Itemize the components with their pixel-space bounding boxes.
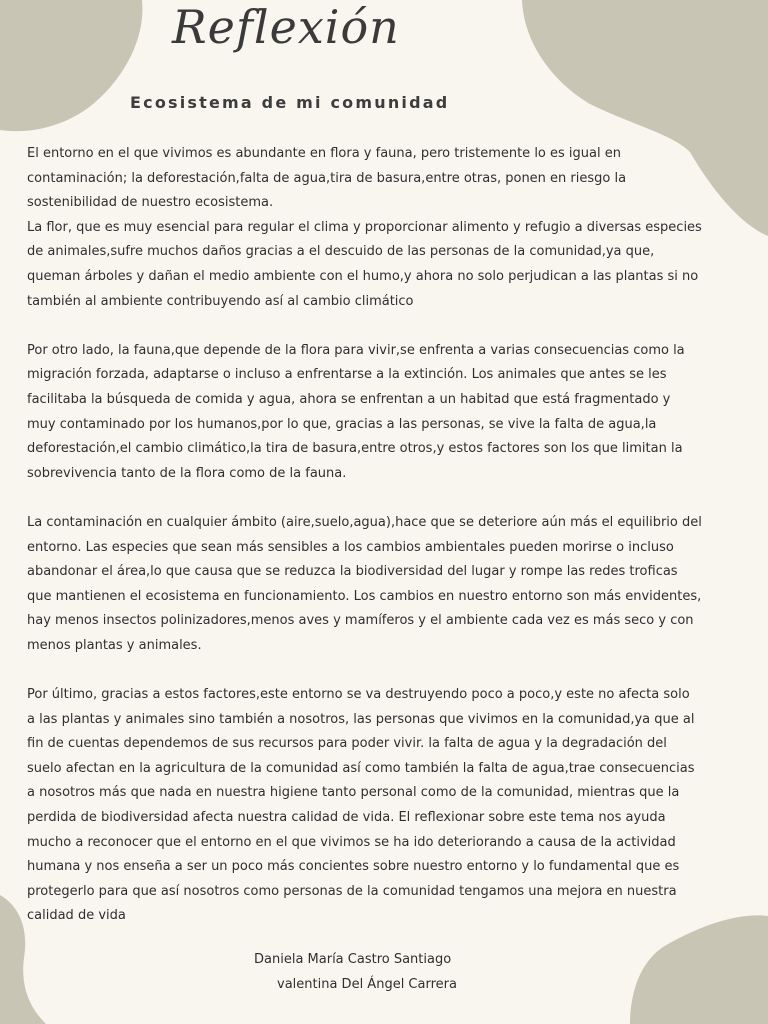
paragraph-2: Por otro lado, la fauna,que depende de la flora para vivir,se enfrenta a varias consecuencias como la migración forzada, adaptarse o incluso a enfrentarse a la extinción. Los animales que antes se les facilitaba la búsqueda de comida y agua, ahora se enfrentan a un habitad que está fragmentado y muy contaminado por los humanos,por lo que, gracias a las personas, se vive la falta de agua,la deforestación,el cambio climático,la tira de basura,entre otros,y estos factores son los que limitan la sobrevivencia tanto de la flora como de la fauna. xyxy=(27,342,685,481)
page-title: Reflexión xyxy=(172,0,400,54)
author-name-1: Daniela María Castro Santiago xyxy=(254,952,452,967)
author-signature xyxy=(0,947,768,997)
page-subtitle: Ecosistema de mi comunidad xyxy=(130,93,450,112)
paragraph-1: El entorno en el que vivimos es abundante en flora y fauna, pero tristemente lo es igual en contaminación; la deforestación,falta de agua,tira de basura,entre otras, ponen en riesgo la sostenibilidad de nuestro ecosistema. La flor, que es muy esencial para regular el clima y proporcionar alimento y refugio a diversas especies de animales,sufre muchos daños gracias a el descuido de las personas de la comunidad,ya que, queman árboles y dañan el medio ambiente con el humo,y ahora no solo perjudican a las plantas si no también al ambiente contribuyendo así al cambio climático xyxy=(27,146,702,309)
paragraph-3: La contaminación en cualquier ámbito (aire,suelo,agua),hace que se deteriore aún más el equilibrio del entorno. Las especies que sean más sensibles a los cambios ambientales pueden morirse o incluso abandonar el área,lo que causa que se reduzca la biodiversidad del lugar y rompe las redes troficas que mantienen el ecosistema en funcionamiento. Los cambios en nuestro entorno son más envidentes, hay menos insectos polinizadores,menos aves y mamíferos y el ambiente cada vez es más seco y con menos plantas y animales. xyxy=(27,514,702,653)
author-name-2: valentina Del Ángel Carrera xyxy=(277,977,457,992)
paragraph-4: Por último, gracias a estos factores,este entorno se va destruyendo poco a poco,y este no afecta solo a las plantas y animales sino también a nosotros, las personas que vivimos en la comunidad,ya que al fin de cuentas dependemos de sus recursos para poder vivir. la falta de agua y la degradación del suelo afectan en la agricultura de la comunidad así como también la falta de agua,trae consecuencias a nosotros más que nada en nuestra higiene tanto personal como de la comunidad, mientras que la perdida de biodiversidad afecta nuestra calidad de vida. El reflexionar sobre este tema nos ayuda mucho a reconocer que el entorno en el que vivimos se ha ido deteriorando a causa de la actividad humana y nos enseña a ser un poco más concientes sobre nuestro entorno y lo fundamental que es protegerlo para que así nosotros como personas de la comunidad tengamos una mejora en nuestra calidad de vida xyxy=(27,687,695,924)
blob-top-left xyxy=(0,0,142,131)
essay-body xyxy=(27,142,743,929)
